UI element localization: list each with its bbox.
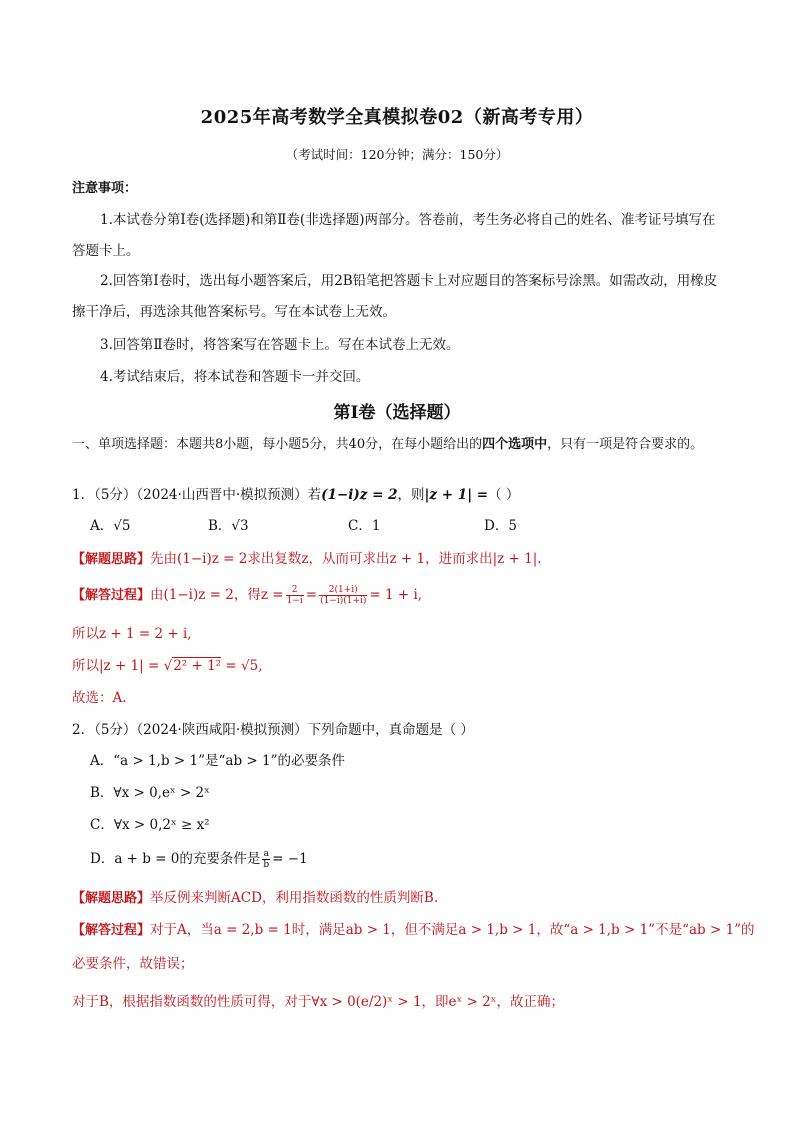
question-1-options [90, 514, 602, 534]
q2-frac-num: a [263, 849, 269, 859]
question-2-stem: 2．（5分）（2024·陕西咸阳·模拟预测）下列命题中，真命题是（ ） [72, 722, 474, 738]
notice-item-4: 4.考试结束后，将本试卷和答题卡一并交回。 [100, 369, 370, 385]
q1-step3-prefix: 所以|z + 1| = [72, 658, 160, 674]
section-instruction [72, 432, 732, 457]
q1-frac1-num: 2 [286, 585, 304, 596]
q1-fraction-1 [286, 585, 304, 606]
exam-info: （考试时间：120分钟；满分：150分） [285, 147, 509, 162]
q2-option-d-text: D．a + b = 0的充要条件是 [90, 851, 261, 867]
q2-process-tag: 【解答过程】 [72, 923, 151, 938]
q1-frac2-den: (1−i)(1+i) [320, 596, 367, 606]
instruction-text: 一、单项选择题：本题共8小题，每小题5分，共40分，在每小题给出的 [72, 437, 483, 452]
notice-heading: 注意事项： [72, 181, 138, 196]
q2-hint-tag: 【解题思路】 [72, 891, 151, 906]
q2-frac-den: b [263, 860, 270, 870]
notice-item-2: 2.回答第Ⅰ卷时，选出每小题答案后，用2B铅笔把答题卡上对应题目的答案标号涂黑。如需改动，用橡皮擦干净后，再选涂其他答案标号。写在本试卷上无效。 [72, 273, 718, 320]
q1-answer: 故选：A. [72, 690, 127, 706]
q1-option-d[interactable]: D．5 [484, 518, 517, 534]
q1-step3-suffix: = √5, [225, 658, 263, 674]
q1-hint-tag: 【解题思路】 [72, 552, 151, 567]
q1-process [72, 583, 422, 606]
q2-option-b-analysis: 对于B，根据指数函数的性质可得，对于∀x > 0(e/2)ˣ > 1，即eˣ > 2ˣ，故正确； [72, 994, 564, 1010]
q1-hint [72, 547, 542, 567]
section-title: 第Ⅰ卷（选择题） [333, 403, 461, 423]
q1-frac1-den: 1−i [286, 596, 303, 606]
q1-option-b[interactable]: B．√3 [208, 518, 249, 534]
notice-item-1: 1.本试卷分第Ⅰ卷(选择题)和第Ⅱ卷(非选择题)两部分。答卷前，考生务必将自己的姓名、准考证号填写在答题卡上。 [72, 212, 716, 259]
q1-frac2-num: 2(1+i) [319, 585, 367, 596]
q2-option-b[interactable]: B．∀x > 0,eˣ > 2ˣ [90, 785, 210, 801]
q2-option-c[interactable]: C．∀x > 0,2ˣ ≥ x² [90, 817, 210, 833]
q1-stem-math: (1−i)z = 2 [321, 487, 398, 503]
q1-hint-text: 先由(1−i)z = 2求出复数z，从而可求出z + 1，进而求出|z + 1|. [150, 551, 542, 567]
q2-option-d-suffix: = −1 [272, 851, 308, 867]
q2-process-text: 对于A，当a = 2,b = 1时，满足ab > 1，但不满足a > 1,b > 1，故“a > 1,b > 1”不是“ab > 1”的 [150, 922, 755, 938]
q2-process [72, 918, 755, 938]
q2-hint [72, 886, 438, 906]
q1-stem-math2: |z + 1| = [424, 487, 489, 503]
q1-stem-text: 1．（5分）（2024·山西晋中·模拟预测）若 [72, 487, 322, 503]
q2-option-d[interactable] [90, 847, 308, 870]
q2-hint-text: 举反例来判断ACD，利用指数函数的性质判断B. [150, 890, 439, 906]
q1-step-2: 所以z + 1 = 2 + i, [72, 626, 192, 642]
q1-stem-paren: （ ） [488, 487, 520, 503]
q1-equals: = [305, 587, 318, 603]
instruction-emphasis: 四个选项中 [482, 437, 548, 452]
q1-stem-mid: ，则 [397, 487, 425, 503]
q1-process-text2: = 1 + i, [369, 587, 423, 603]
q1-option-a[interactable]: A．√5 [90, 518, 131, 534]
q1-process-text1: 由(1−i)z = 2，得z = [150, 587, 284, 603]
q2-option-a[interactable]: A．“a > 1,b > 1”是“ab > 1”的必要条件 [90, 753, 345, 769]
q2-option-d-fraction [262, 849, 270, 870]
page-title: 2025年高考数学全真模拟卷02（新高考专用） [200, 107, 594, 128]
q1-fraction-2 [319, 585, 367, 606]
instruction-text-end: ，只有一项是符合要求的。 [547, 437, 704, 452]
q1-option-c[interactable]: C．1 [348, 518, 381, 534]
q2-process-continued: 必要条件，故错误； [72, 956, 194, 972]
question-1-stem [72, 483, 519, 503]
q1-process-tag: 【解答过程】 [72, 588, 151, 603]
notice-item-3: 3.回答第Ⅱ卷时，将答案写在答题卡上。写在本试卷上无效。 [100, 337, 460, 353]
q1-step-3: 所以|z + 1| = √2² + 1² = √5, [72, 658, 263, 674]
q1-step3-root: 2² + 1² [173, 658, 222, 674]
